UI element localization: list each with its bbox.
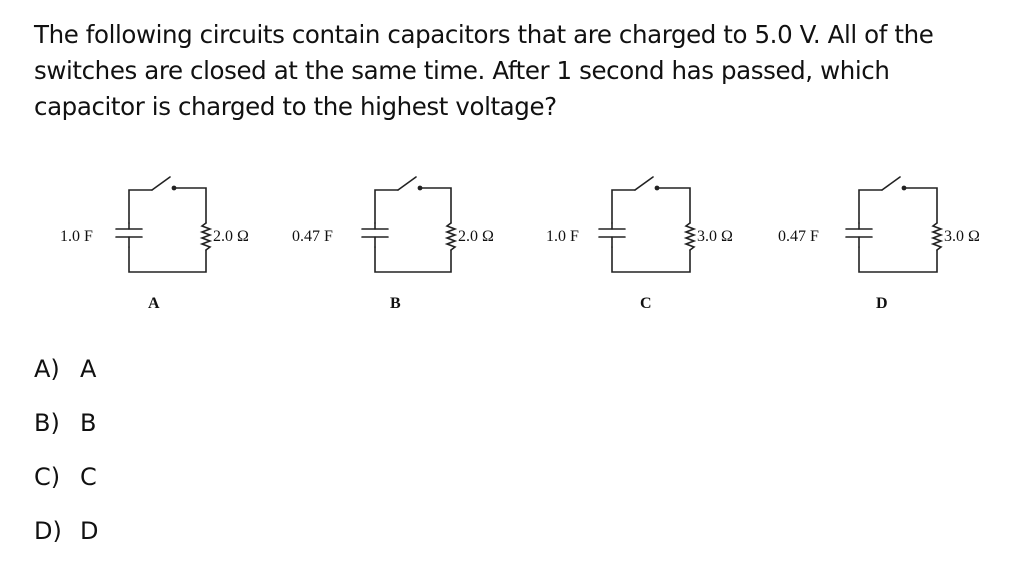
- circuit-b-label: B: [390, 295, 401, 312]
- answer-choices: [34, 355, 98, 571]
- circuit-a: [60, 177, 249, 312]
- answer-choice-c[interactable]: [34, 463, 98, 517]
- question-text: [34, 17, 994, 125]
- switch-b-contact-icon: [418, 186, 423, 191]
- circuit-a-wires: [116, 177, 210, 272]
- circuit-a-label: A: [148, 295, 160, 312]
- circuit-diagrams: [0, 150, 1024, 330]
- question-line-2: switches are closed at the same time. After 1 second has passed, which: [34, 56, 890, 85]
- circuit-b-wires: [362, 177, 455, 272]
- answer-d-letter: D): [34, 517, 62, 545]
- switch-a-contact-icon: [172, 186, 177, 191]
- circuit-d-label: D: [876, 295, 888, 312]
- circuit-a-capacitance: 1.0 F: [60, 228, 93, 245]
- answer-c-text: C: [80, 463, 97, 491]
- circuit-b: [292, 177, 494, 312]
- answer-d-text: D: [80, 517, 99, 545]
- answer-choice-b[interactable]: [34, 409, 98, 463]
- answer-choice-d[interactable]: [34, 517, 98, 571]
- circuit-d-resistance: 3.0 Ω: [944, 228, 980, 245]
- switch-c-contact-icon: [655, 186, 660, 191]
- circuit-d: [778, 177, 980, 312]
- circuit-d-wires: [846, 177, 941, 272]
- question-line-3: capacitor is charged to the highest voltage?: [34, 92, 557, 121]
- circuit-a-resistance: 2.0 Ω: [213, 228, 249, 245]
- answer-c-letter: C): [34, 463, 61, 491]
- question-line-1: The following circuits contain capacitors that are charged to 5.0 V. All of the: [34, 20, 934, 49]
- answer-a-letter: A): [34, 355, 60, 383]
- circuit-diagram-svg: [0, 150, 1024, 330]
- switch-d-contact-icon: [902, 186, 907, 191]
- answer-b-letter: B): [34, 409, 60, 437]
- circuit-c-capacitance: 1.0 F: [546, 228, 579, 245]
- circuit-b-capacitance: 0.47 F: [292, 228, 333, 245]
- circuit-d-capacitance: 0.47 F: [778, 228, 819, 245]
- circuit-c-resistance: 3.0 Ω: [697, 228, 733, 245]
- circuit-c-label: C: [640, 295, 652, 312]
- answer-a-text: A: [80, 355, 97, 383]
- circuit-b-resistance: 2.0 Ω: [458, 228, 494, 245]
- answer-choice-a[interactable]: [34, 355, 98, 409]
- answer-b-text: B: [80, 409, 97, 437]
- circuit-c: [546, 177, 733, 312]
- circuit-c-wires: [599, 177, 694, 272]
